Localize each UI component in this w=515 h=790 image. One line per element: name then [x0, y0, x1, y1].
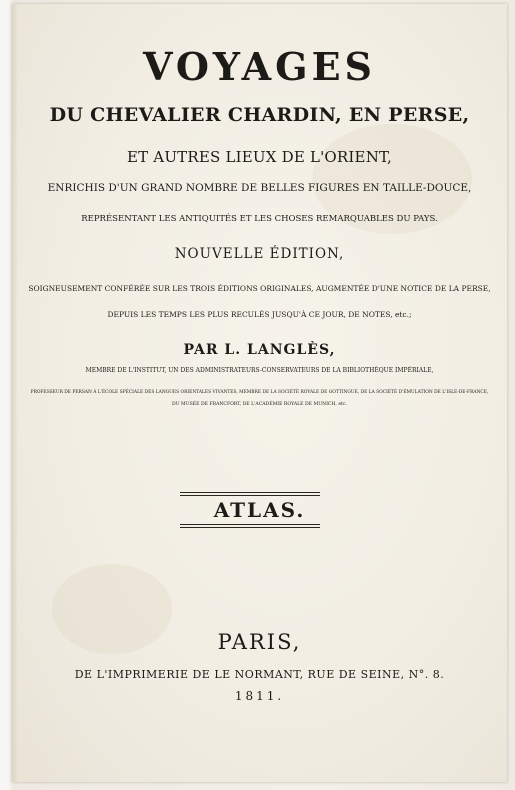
subtitle-line-4: REPRÉSENTANT LES ANTIQUITÉS ET LES CHOSES REMARQUABLES DU PAYS. — [81, 214, 438, 224]
edition-heading: NOUVELLE ÉDITION, — [174, 246, 345, 262]
edition-description: SOIGNEUSEMENT CONFÉRÉE SUR LES TROIS ÉDITIONS ORIGINALES, AUGMENTÉE D'UNE NOTICE DE LA PERSE, — [28, 284, 491, 293]
subtitle-line-1: DU CHEVALIER CHARDIN, EN PERSE, — [49, 104, 470, 126]
divider-rule — [180, 524, 320, 525]
subtitle-line-3: ENRICHIS D'UN GRAND NOMBRE DE BELLES FIGURES EN TAILLE-DOUCE, — [47, 182, 472, 194]
divider-rule — [180, 527, 320, 528]
author-line: PAR L. LANGLÈS, — [183, 342, 336, 358]
author-credentials-2: PROFESSEUR DE PERSAN À L'ÉCOLE SPÉCIALE DES LANGUES ORIENTALES VIVANTES, MEMBRE DE LA SOCIÉTÉ ROYALE DE GOTTINGUE, DE LA SOCIÉTÉ D'ÉMULATION DE L'ISLE-DE-FRANCE, — [30, 390, 489, 395]
author-credentials-1: MEMBRE DE L'INSTITUT, UN DES ADMINISTRATEURS-CONSERVATEURS DE LA BIBLIOTHÈQUE IMPÉRIALE, — [85, 367, 434, 374]
imprint-printer: DE L'IMPRIMERIE DE LE NORMANT, RUE DE SEINE, N°. 8. — [74, 668, 445, 681]
subtitle-line-2: ET AUTRES LIEUX DE L'ORIENT, — [126, 148, 392, 166]
title-page — [12, 4, 507, 782]
book-title: VOYAGES — [143, 44, 376, 89]
volume-title: ATLAS. — [213, 498, 306, 522]
imprint-place: PARIS, — [217, 630, 302, 654]
edition-description-2: DEPUIS LES TEMPS LES PLUS RECULÉS JUSQU'À CE JOUR, DE NOTES, etc.; — [107, 310, 412, 319]
divider-rule — [180, 492, 320, 493]
divider-rule — [180, 495, 320, 496]
imprint-year: 1811. — [234, 689, 285, 703]
author-credentials-3: DU MUSÉE DE FRANCFORT, DE L'ACADÉMIE ROYALE DE MUNICH, etc. — [172, 402, 347, 407]
